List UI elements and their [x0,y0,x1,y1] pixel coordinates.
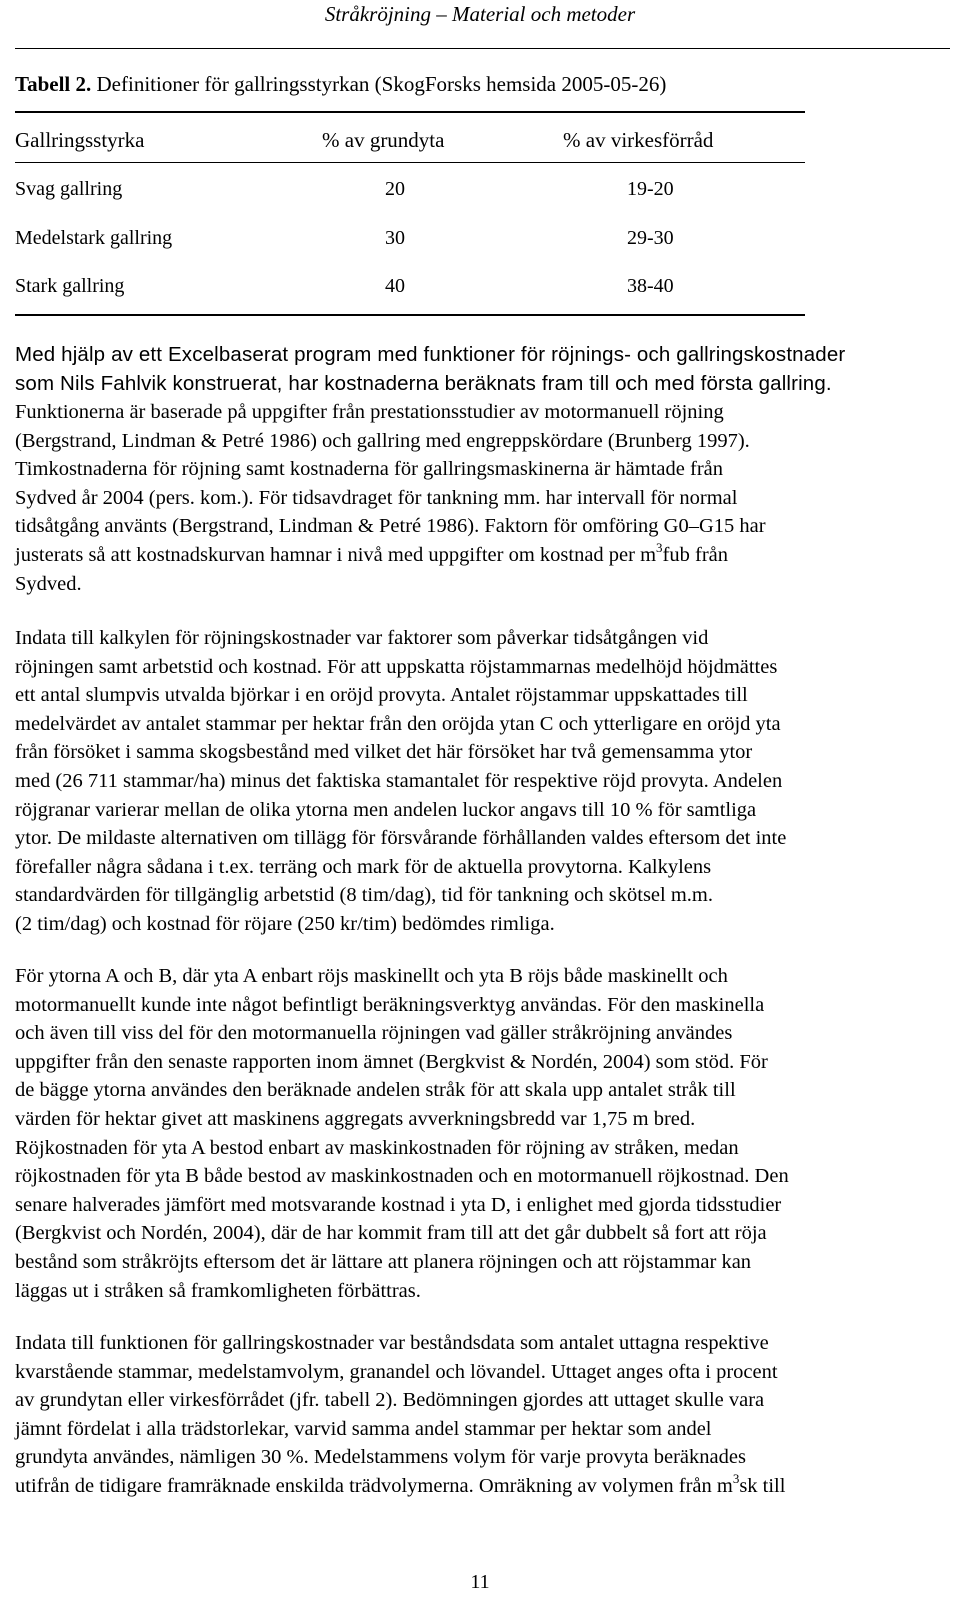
text-line: Funktionerna är baserade på uppgifter från prestationsstudier av motormanuell röjning [15,401,724,423]
table-row-stark-grundyta: 40 [385,275,405,297]
text-line: Röjkostnaden för yta A bestod enbart av maskinkostnaden för röjning av stråken, medan [15,1136,739,1159]
text-line: röjkostnaden för yta B både bestod av maskinkostnaden och en motormanuell röjkostnad. Den [15,1165,789,1188]
column-header-grundyta: % av grundyta [322,128,445,152]
text-line: bestånd som stråkröjts eftersom det är lättare att planera röjningen och att röjstammar kan [15,1250,752,1273]
column-header-virkesforrad: % av virkesförråd [563,128,714,152]
text-line: senare halverades jämfört med motsvarande kostnad i yta D, i enlighet med gjorda tidsstudier [15,1193,782,1216]
text-line: röjningen samt arbetstid och kostnad. För att uppskatta röjstammarnas medelhöjd höjdmättes [15,655,778,678]
paragraph-4 [15,1329,950,1501]
paragraph-1-sans [15,341,950,398]
text-line [15,1472,950,1501]
text-line: Indata till funktionen för gallringskostnader var beståndsdata som antalet uttagna respektive [15,1332,769,1354]
text-line: ett antal slumpvis utvalda björkar i en oröjd provyta. Antalet röjstammar uppskattades till [15,684,748,707]
table-row-medelstark-grundyta: 30 [385,227,405,249]
table-row-svag-virkesforrad: 19-20 [627,178,674,200]
text-segment: sk till [739,1474,786,1497]
text-line: grundyta användes, nämligen 30 %. Medelstammens volym för varje provyta beräknades [15,1446,746,1469]
paragraph-2 [15,624,950,939]
table-top-rule [15,111,805,113]
paragraph-1-serif [15,398,950,598]
text-line: (2 tim/dag) och kostnad för röjare (250 kr/tim) bedömdes rimliga. [15,912,555,935]
paragraph-3 [15,962,950,1305]
text-line: de bägge ytorna användes den beräknade andelen stråk för att skala upp antalet stråk till [15,1079,736,1102]
superscript: 3 [656,539,663,555]
column-header-gallringsstyrka: Gallringsstyrka [15,128,145,152]
table-caption [15,72,666,97]
text-line: ytor. De mildaste alternativen om tillägg för försvårande förhållanden valdes eftersom det inte [15,827,787,850]
table-row-svag-name: Svag gallring [15,178,123,200]
header-rule [15,48,950,49]
table-row-stark-name: Stark gallring [15,275,125,297]
text-line: från försöket i samma skogsbestånd med vilket det här försöket har två gemensamma ytor [15,741,753,764]
text-line: motormanuellt kunde inte något befintligt beräkningsverktyg användas. För den maskinella [15,993,765,1016]
table-label: Tabell 2. [15,72,92,96]
table-row-svag-grundyta: 20 [385,178,405,200]
text-line: standardvärden för tillgänglig arbetstid (8 tim/dag), tid för tankning och skötsel m.m. [15,884,713,907]
text-line: läggas ut i stråken så framkomligheten förbättras. [15,1279,421,1302]
text-line: (Bergstrand, Lindman & Petré 1986) och gallring med engreppskördare (Brunberg 1997). [15,429,750,452]
text-line: värden för hektar givet att maskinens aggregats avverkningsbredd var 1,75 m bred. [15,1107,696,1130]
text-line: Indata till kalkylen för röjningskostnader var faktorer som påverkar tidsåtgången vid [15,627,709,649]
text-line: jämnt fördelat i alla trädstorlekar, varvid samma andel stammar per hektar som andel [15,1417,712,1440]
table-header-rule [15,162,805,163]
text-line: med (26 711 stammar/ha) minus det faktiska stamantalet för respektive röjd provyta. Andelen [15,769,783,792]
text-line: röjgranar varierar mellan de olika ytorna men andelen luckor angavs till 10 % för samtliga [15,798,757,821]
table-row-medelstark-name: Medelstark gallring [15,227,173,249]
text-line [15,541,950,570]
text-line: (Bergkvist och Nordén, 2004), där de har kommit fram till att det går dubbelt så fort att röja [15,1222,767,1245]
text-line: uppgifter från den senaste rapporten inom ämnet (Bergkvist & Nordén, 2004) som stöd. För [15,1050,768,1073]
text-line: medelvärdet av antalet stammar per hektar från den oröjda ytan C och ytterligare en oröjd yta [15,712,781,735]
text-segment: utifrån de tidigare framräknade enskilda trädvolymerna. Omräkning av volymen från m [15,1474,733,1497]
text-segment: justerats så att kostnadskurvan hamnar i nivå med uppgifter om kostnad per m [15,543,657,566]
page-number: 11 [470,1571,490,1593]
text-line: Sydved. [15,572,82,595]
table-row-medelstark-virkesforrad: 29-30 [627,227,674,249]
text-line: som Nils Fahlvik konstruerat, har kostnaderna beräknats fram till och med första gallring. [15,371,832,395]
table-row-stark-virkesforrad: 38-40 [627,275,674,297]
table-caption-text: Definitioner för gallringsstyrkan (SkogForsks hemsida 2005-05-26) [96,72,667,96]
text-line: av grundytan eller virkesförrådet (jfr. tabell 2). Bedömningen gjordes att uttaget skulle vara [15,1389,765,1412]
superscript: 3 [732,1470,740,1486]
text-line: Timkostnaderna för röjning samt kostnaderna för gallringsmaskinerna är hämtade från [15,458,724,481]
text-segment: fub från [662,543,729,566]
text-line: Med hjälp av ett Excelbaserat program med funktioner för röjnings- och gallringskostnader [15,343,846,366]
text-line: och även till viss del för den motormanuella röjningen vad gäller stråkröjning användes [15,1022,733,1045]
running-header: Stråkröjning – Material och metoder [324,2,636,26]
text-line: För ytorna A och B, där yta A enbart röjs maskinellt och yta B röjs både maskinellt och [15,965,728,987]
text-line: kvarstående stammar, medelstamvolym, granandel och lövandel. Uttaget anges ofta i procent [15,1360,778,1383]
text-line: förefaller några sådana i t.ex. terräng och mark för de aktuella provytorna. Kalkylens [15,855,712,878]
table-bottom-rule [15,314,805,316]
text-line: Sydved år 2004 (pers. kom.). För tidsavdraget för tankning mm. har intervall för normal [15,486,738,509]
text-line: tidsåtgång använts (Bergstrand, Lindman & Petré 1986). Faktorn för omföring G0–G15 har [15,515,766,538]
